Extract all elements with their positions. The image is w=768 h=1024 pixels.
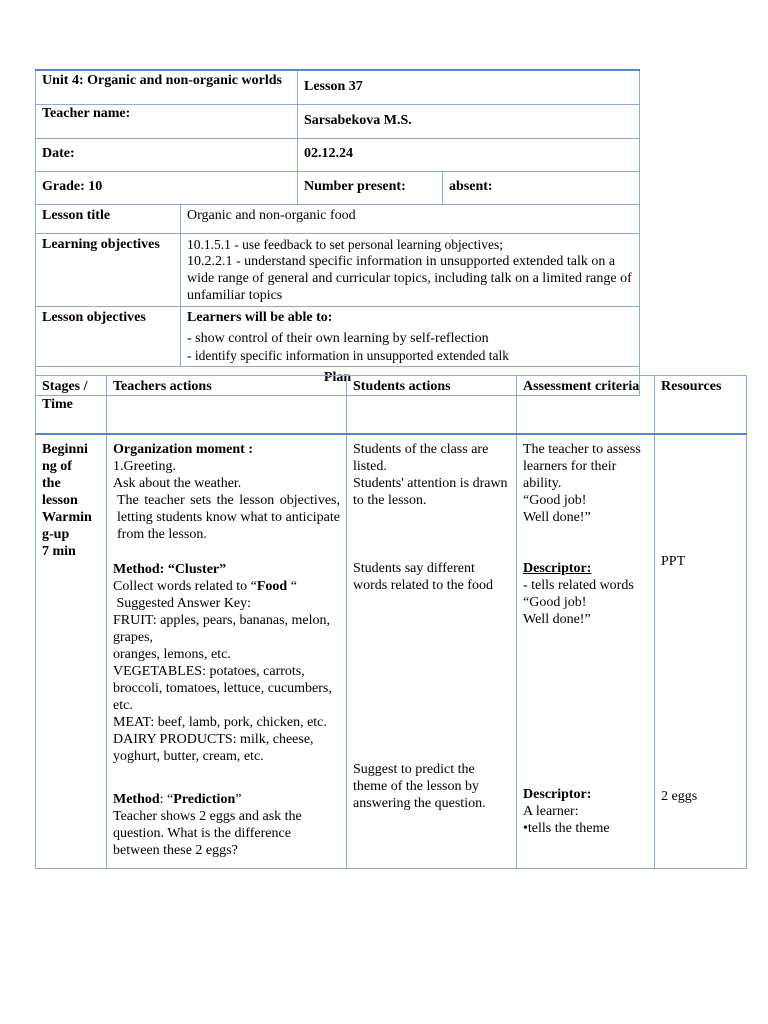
teachers-actions-cell — [107, 434, 347, 869]
meat-list: MEAT: beef, lamb, pork, chicken, etc. — [113, 714, 327, 730]
col-header-students: Students actions — [347, 376, 517, 434]
org-weather: Ask about the weather. — [113, 475, 242, 491]
col-header-resources: Resources — [655, 376, 747, 434]
learning-objective-item: 10.2.2.1 - understand specific information in unsupported extended talk on a wide range of general and curricular topics, including talk on a limited range of unfamiliar topics — [187, 254, 632, 303]
org-students: Students of the class are listed. Students' attention is drawn to the lesson. — [353, 441, 508, 508]
stage-line: ng of — [42, 458, 72, 474]
dairy-list: DAIRY PRODUCTS: milk, cheese, yoghurt, butter, cream, etc. — [113, 731, 314, 764]
number-present: Number present: — [298, 172, 443, 205]
col-header-assessment: Assessment criteria — [517, 376, 655, 434]
col-header-teachers: Teachers actions — [107, 376, 347, 434]
unit-cell — [36, 70, 298, 105]
lesson-objective-item: - identify specific information in unsupported extended talk — [187, 348, 510, 363]
collect-prefix: Collect words related to “ — [113, 578, 257, 594]
learning-objectives-label: Learning objectives — [36, 234, 181, 307]
date-value: 02.12.24 — [298, 139, 640, 172]
learning-objective-item: 10.1.5.1 - use feedback to set personal learning objectives; — [187, 237, 504, 252]
cluster-method: Method: “Cluster” — [113, 561, 227, 577]
assessment-cell — [517, 434, 655, 869]
answer-key: Suggested Answer Key: — [113, 595, 252, 611]
absent: absent: — [443, 172, 640, 205]
stage-cell — [36, 434, 107, 869]
fruit-list: FRUIT: apples, pears, bananas, melon, grapes, oranges, lemons, etc. — [113, 612, 331, 662]
stage-line: 7 min — [42, 543, 76, 559]
stage-line: the — [42, 475, 61, 491]
prediction-students: Suggest to predict the theme of the lesson by answering the question. — [353, 761, 486, 811]
prediction-descriptor: Descriptor: — [523, 786, 592, 802]
collect-suffix: “ — [287, 578, 297, 594]
resource-eggs: 2 eggs — [661, 788, 698, 804]
stage-line: Beginni — [42, 441, 88, 457]
resources-cell — [655, 434, 747, 869]
vegetables-list: VEGETABLES: potatoes, carrots, broccoli, tomatoes, lettuce, cucumbers, etc. — [113, 663, 332, 713]
lesson-objectives — [181, 307, 640, 367]
plan-table — [35, 375, 747, 869]
plan-heading: Plan — [36, 367, 640, 396]
students-actions-cell — [347, 434, 517, 869]
org-title: Organization moment : — [113, 441, 253, 457]
prediction-text: Teacher shows 2 eggs and ask the question. What is the difference between these 2 eggs? — [113, 808, 302, 858]
prediction-method: Method: “Prediction” — [113, 791, 242, 807]
resource-ppt: PPT — [661, 553, 686, 569]
cluster-assessment: - tells related words “Good job! Well done!” — [523, 577, 634, 627]
learning-objectives — [181, 234, 640, 307]
org-assessment: The teacher to assess learners for their ability. “Good job! Well done!” — [523, 441, 641, 525]
org-greeting: 1.Greeting. — [113, 458, 176, 474]
unit-title: Unit 4: Organic and non-organic worlds — [42, 73, 282, 88]
cluster-collect — [113, 578, 340, 595]
lesson-title-value: Organic and non-organic food — [181, 205, 640, 234]
lesson-title-label: Lesson title — [36, 205, 181, 234]
learners-able: Learners will be able to: — [187, 310, 333, 325]
collect-word: Food — [256, 578, 288, 594]
col-header-stages: Stages / Time — [36, 376, 107, 434]
stage-line: g-up — [42, 526, 70, 542]
prediction-assessment: A learner: •tells the theme — [523, 803, 610, 836]
lesson-number: Lesson 37 — [298, 70, 640, 105]
teacher-value: Sarsabekova M.S. — [298, 105, 640, 139]
lesson-objectives-label: Lesson objectives — [36, 307, 181, 367]
date-label: Date: — [36, 139, 298, 172]
stage-line: Warmin — [42, 509, 92, 525]
stage-line: lesson — [42, 492, 78, 508]
grade: Grade: 10 — [36, 172, 298, 205]
org-objectives: The teacher sets the lesson objectives, letting students know what to anticipate from the lesson. — [117, 492, 340, 542]
teacher-label: Teacher name: — [36, 105, 298, 139]
lesson-objective-item: - show control of their own learning by self-reflection — [187, 331, 489, 346]
lesson-header-table — [35, 69, 640, 396]
cluster-descriptor: Descriptor: — [523, 560, 592, 576]
cluster-students: Students say different words related to the food — [353, 560, 493, 593]
